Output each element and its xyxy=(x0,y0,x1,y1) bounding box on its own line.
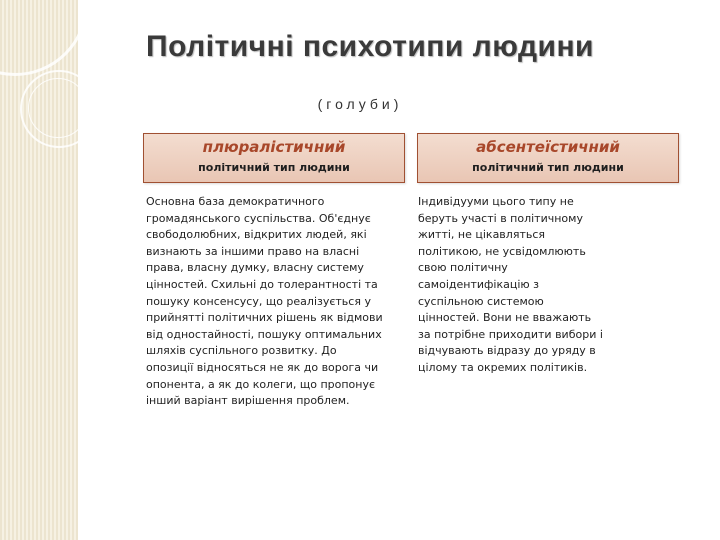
decorative-ring xyxy=(28,78,88,138)
column-subheading: політичний тип людини xyxy=(472,161,624,174)
column-header-pluralistic xyxy=(143,133,405,183)
column-header-absenteeist xyxy=(417,133,679,183)
column-subheading: політичний тип людини xyxy=(198,161,350,174)
column-heading: плюралістичний xyxy=(202,138,346,156)
column-body-absenteeist: Індивідууми цього типу не беруть участі в політичному житті, не цікавляться політикою, не усвідомлюють свою політичну самоідентифікацію з суспільною системою цінностей. Вони не вважають за потрібне приходити вибори і відчувають відразу до уряду в цілому та окремих політиків. xyxy=(418,195,603,374)
column-heading: абсентеїстичний xyxy=(476,138,620,156)
column-body-pluralistic: Основна база демократичного громадянського суспільства. Об'єднує свободолюбних, відкритих людей, які визнають за іншими право на власні права, власну думку, власну систему цінностей. Схильні до толерантності та пошуку консенсусу, що реалізується у прийнятті політичних рішень як відмови від одностайності, пошуку оптимальних шляхів суспільного розвитку. До опозиції відносяться не як до ворога чи опонента, а як до колеги, що пропонує інший варіант вирішення проблем. xyxy=(146,195,383,408)
slide-title: Політичні психотипи людини xyxy=(146,30,594,63)
slide-subtitle: (голуби) xyxy=(317,96,403,112)
